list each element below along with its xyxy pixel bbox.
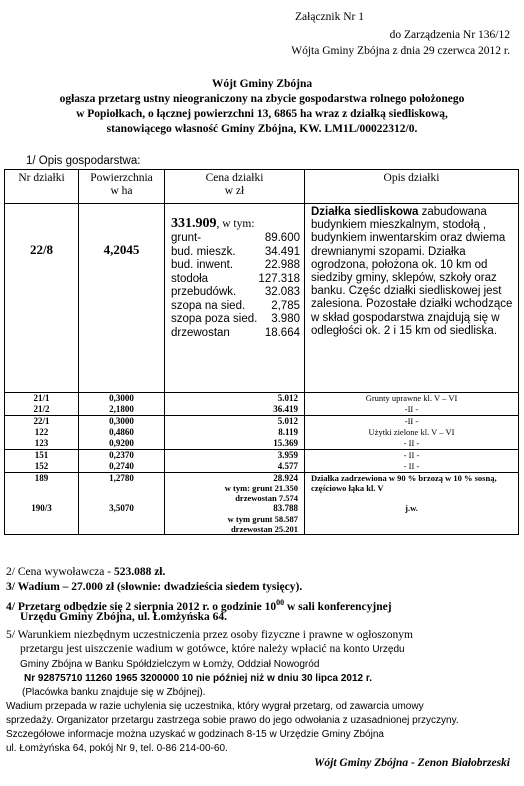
table-header-row — [5, 170, 519, 204]
table-row: 21/1 0,3000 5.012 Grunty uprawne kl. V – VI — [5, 393, 519, 404]
order-date: Wójta Gminy Zbójna z dnia 29 czerwca 2012 r. — [291, 45, 510, 57]
info-line-4: ul. Łomżyńska 64, pokój Nr 9, tel. 0-86 214-00-60. — [6, 743, 228, 754]
table-row: 151 0,2370 3.959 - II - — [5, 449, 519, 460]
price-component: bud. mieszk. 34.491 — [171, 245, 300, 258]
cell-area: 4,2045 — [79, 204, 165, 393]
table-row: 152 0,2740 4.577 - II - — [5, 461, 519, 472]
signature: Wójt Gminy Zbójna - Zenon Białobrzeski — [314, 757, 510, 769]
table-row: 21/2 2,1800 36.419 -II - — [5, 404, 519, 415]
price-component: stodoła 127.318 — [171, 272, 300, 285]
condition-line-2: przetargu jest uiszczenie wadium w gotówce, które należy wpłacić na konto Urzędu — [20, 643, 405, 655]
col-nr: Nr działki — [5, 170, 79, 204]
deposit: 3/ Wadium – 27.000 zł (słownie: dwadzieścia siedem tysięcy). — [6, 581, 303, 593]
table-row-main — [5, 204, 519, 393]
auction-time: 4/ Przetarg odbędzie się 2 sierpnia 2012 r. o godzinie $10^{00}$ w sali konferencyjnej — [6, 598, 392, 613]
price-component: grunt- 89.600 — [171, 232, 300, 244]
col-area: Powierzchnia w ha — [79, 170, 165, 204]
bank-note: (Placówka banku znajduje się w Zbójnej). — [22, 687, 206, 698]
info-line-3: Szczegółowe informacje można uzyskać w godzinach 8-15 w Urzędzie Gminy Zbójna — [6, 729, 384, 740]
info-line-2: sprzedaży. Organizator przetargu zastrzega sobie prawo do jego odwołania z uzasadnionej przyczyny. — [6, 715, 459, 726]
title-issuer: Wójt Gminy Zbójna — [211, 78, 313, 90]
bank-account: Nr 92875710 11260 1965 3200000 10 nie później niż w dniu 30 lipca 2012 r. — [24, 673, 372, 684]
col-desc: Opis działki — [305, 170, 519, 204]
price-component: drzewostan 18.664 — [171, 326, 300, 339]
title-line-4: stanowiącego własność Gminy Zbójna, KW. LM1L/00022312/0. — [106, 123, 418, 135]
table-row: 22/1 0,3000 5.012 -II - — [5, 415, 519, 426]
parcels-table — [4, 169, 519, 535]
auction-place: Urzędu Gminy Zbójna, ul. Łomżyńska 64. — [20, 611, 228, 623]
cell-price — [165, 204, 305, 393]
price-component: przebudówk. 32.083 — [171, 286, 300, 298]
table-row: 123 0,9200 15.369 - II - — [5, 438, 519, 449]
price-total: 331.909, w tym: — [171, 216, 255, 231]
table-row: 122 0,4860 8.119 Użytki zielone kl. V – VI — [5, 427, 519, 438]
bank-name: Gminy Zbójna w Banku Spółdzielczym w Łomży, Oddział Nowogród — [20, 659, 320, 670]
section-1-heading: 1/ Opis gospodarstwa: — [26, 155, 141, 167]
price-component: szopa poza sied. 3.980 — [171, 313, 300, 325]
price-components — [171, 232, 300, 340]
price-component: szopa na sied. 2,785 — [171, 299, 300, 312]
price-component: bud. inwent. 22.988 — [171, 259, 300, 271]
cell-desc: Działka siedliskowa zabudowana budynkiem mieszkalnym, stodołą , budynkiem inwentarskim oraz dwiema drewnianymi szopami. Działka ogrodzona, położona ok. 10 km od siedziby gminy, sklepów, szkoły oraz banku. Częśc działki siedliskowej jest zalesiona. Pozostałe działki wchodzące w skład gospodarstwa znajdują się w odległości ok. 2 i 15 km od siedliska. — [305, 204, 519, 393]
table-row: 190/3 3,5070 83.788 w tym grunt 58.587 drzewostan 25.201 j.w. — [5, 503, 519, 534]
table-row: 189 1,2780 28.924 w tym: grunt 21.350 drzewostan 7.574 Działka zadrzewiona w 90 % brzozą w 10 % sosną, częściowo łąka kl. V — [5, 472, 519, 503]
annex-label: Załącznik Nr 1 — [295, 11, 364, 23]
order-number: do Zarządzenia Nr 136/12 — [389, 29, 510, 41]
info-line-1: Wadium przepada w razie uchylenia się uczestnika, który wygrał przetarg, od zawarcia umowy — [6, 701, 424, 712]
condition-line-1: 5/ Warunkiem niezbędnym uczestniczenia przez osoby fizyczne i prawne w ogłoszonym — [6, 629, 413, 641]
title-line-2: ogłasza przetarg ustny nieograniczony na zbycie gospodarstwa rolnego położonego — [59, 93, 465, 105]
title-line-3: w Popiołkach, o łącznej powierzchni 13, 6865 ha wraz z działką siedliskową, — [76, 108, 448, 120]
cell-nr: 22/8 — [5, 204, 79, 393]
col-price: Cena działki w zł — [165, 170, 305, 204]
starting-price: 2/ Cena wywoławcza - 523.088 zł. — [6, 566, 166, 578]
